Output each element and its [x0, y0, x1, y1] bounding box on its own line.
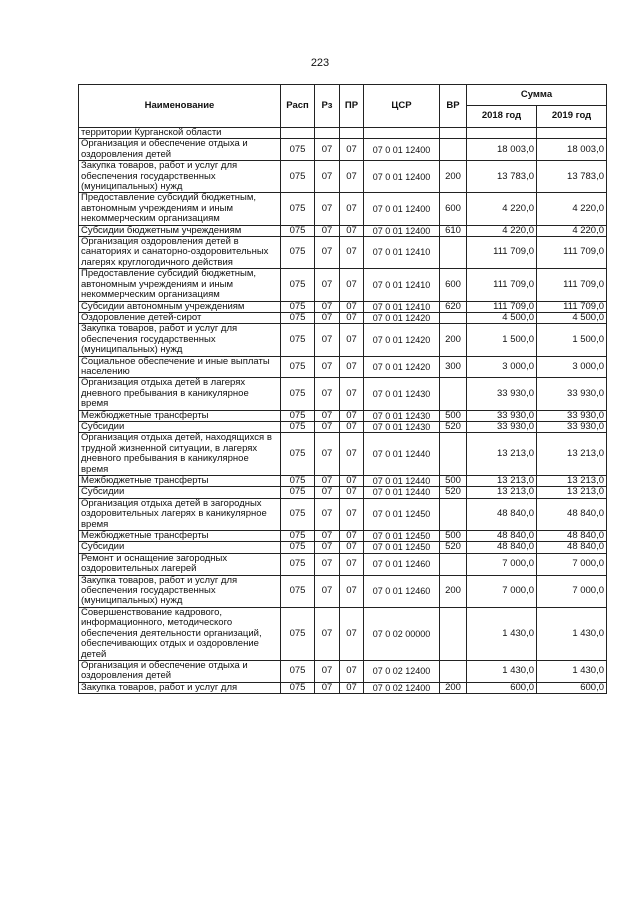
cell-name: Организация отдыха детей, находящихся в трудной жизненной ситуации, в лагерях дневного пребывания в каникулярное время [79, 433, 281, 476]
cell-y2018: 111 709,0 [467, 237, 537, 269]
cell-y2019: 18 003,0 [537, 139, 607, 161]
cell-rz: 07 [315, 161, 340, 193]
cell-csr: 07 0 01 12420 [364, 324, 440, 356]
cell-rasp: 075 [281, 433, 315, 476]
table-row [79, 660, 607, 682]
cell-name: Организация отдыха детей в загородных оздоровительных лагерях в каникулярное время [79, 498, 281, 530]
cell-pr: 07 [340, 542, 364, 553]
cell-rz: 07 [315, 498, 340, 530]
header-csr: ЦСР [364, 85, 440, 128]
cell-y2019: 33 930,0 [537, 410, 607, 421]
cell-vr [440, 433, 467, 476]
cell-csr: 07 0 02 12400 [364, 682, 440, 693]
cell-rasp: 075 [281, 553, 315, 575]
cell-y2019 [537, 128, 607, 139]
cell-vr: 200 [440, 575, 467, 607]
cell-y2018 [467, 128, 537, 139]
header-rz: Рз [315, 85, 340, 128]
table-row [79, 237, 607, 269]
table-row [79, 433, 607, 476]
cell-rz: 07 [315, 476, 340, 487]
cell-y2019: 1 500,0 [537, 324, 607, 356]
cell-y2018: 1 500,0 [467, 324, 537, 356]
table-row [79, 128, 607, 139]
cell-csr: 07 0 01 12450 [364, 542, 440, 553]
header-pr: ПР [340, 85, 364, 128]
cell-vr: 500 [440, 531, 467, 542]
table-row [79, 553, 607, 575]
cell-name: Межбюджетные трансферты [79, 531, 281, 542]
cell-y2018: 7 000,0 [467, 553, 537, 575]
cell-csr: 07 0 01 12400 [364, 193, 440, 225]
cell-y2018: 18 003,0 [467, 139, 537, 161]
table-row [79, 575, 607, 607]
cell-vr: 500 [440, 410, 467, 421]
cell-pr: 07 [340, 531, 364, 542]
header-2019: 2019 год [537, 105, 607, 127]
cell-rasp: 075 [281, 301, 315, 312]
cell-pr: 07 [340, 356, 364, 378]
cell-pr: 07 [340, 682, 364, 693]
cell-y2018: 4 500,0 [467, 312, 537, 323]
cell-y2018: 13 783,0 [467, 161, 537, 193]
cell-vr [440, 312, 467, 323]
table-row [79, 542, 607, 553]
cell-rz: 07 [315, 225, 340, 236]
cell-vr: 610 [440, 225, 467, 236]
cell-csr: 07 0 01 12440 [364, 476, 440, 487]
cell-y2019: 4 220,0 [537, 225, 607, 236]
cell-csr: 07 0 01 12430 [364, 421, 440, 432]
cell-rz: 07 [315, 553, 340, 575]
cell-y2018: 33 930,0 [467, 421, 537, 432]
cell-csr: 07 0 01 12430 [364, 410, 440, 421]
cell-rasp: 075 [281, 607, 315, 660]
cell-csr: 07 0 01 12410 [364, 237, 440, 269]
cell-name: Закупка товаров, работ и услуг для [79, 682, 281, 693]
cell-rz [315, 128, 340, 139]
cell-pr: 07 [340, 301, 364, 312]
cell-rasp [281, 128, 315, 139]
cell-rasp: 075 [281, 575, 315, 607]
cell-pr: 07 [340, 476, 364, 487]
page-number: 223 [310, 57, 330, 69]
cell-csr: 07 0 01 12440 [364, 487, 440, 498]
cell-y2019: 4 220,0 [537, 193, 607, 225]
cell-rz: 07 [315, 193, 340, 225]
cell-pr: 07 [340, 225, 364, 236]
cell-rasp: 075 [281, 421, 315, 432]
cell-name: Совершенствование кадрового, информационного, методического обеспечения деятельности организаций, обеспечивающих отдых и оздоровление детей [79, 607, 281, 660]
cell-pr: 07 [340, 161, 364, 193]
table-row [79, 225, 607, 236]
cell-name: Организация отдыха детей в лагерях дневного пребывания в каникулярное время [79, 378, 281, 410]
cell-y2018: 1 430,0 [467, 660, 537, 682]
cell-rz: 07 [315, 324, 340, 356]
cell-name: Организация и обеспечение отдыха и оздоровления детей [79, 139, 281, 161]
cell-vr: 520 [440, 542, 467, 553]
cell-rz: 07 [315, 237, 340, 269]
header-vr: ВР [440, 85, 467, 128]
table-row [79, 356, 607, 378]
header-2018: 2018 год [467, 105, 537, 127]
cell-rasp: 075 [281, 531, 315, 542]
cell-pr: 07 [340, 607, 364, 660]
cell-rz: 07 [315, 542, 340, 553]
cell-rasp: 075 [281, 498, 315, 530]
cell-rz: 07 [315, 410, 340, 421]
header-rasp: Расп [281, 85, 315, 128]
cell-y2019: 13 213,0 [537, 433, 607, 476]
cell-rasp: 075 [281, 139, 315, 161]
cell-csr: 07 0 02 12400 [364, 660, 440, 682]
table-row [79, 193, 607, 225]
cell-vr: 200 [440, 161, 467, 193]
table-body [79, 128, 607, 694]
cell-pr: 07 [340, 269, 364, 301]
cell-y2019: 33 930,0 [537, 421, 607, 432]
cell-csr: 07 0 01 12460 [364, 553, 440, 575]
cell-pr: 07 [340, 410, 364, 421]
cell-csr: 07 0 01 12420 [364, 356, 440, 378]
cell-y2019: 7 000,0 [537, 553, 607, 575]
cell-y2019: 48 840,0 [537, 531, 607, 542]
cell-rasp: 075 [281, 161, 315, 193]
cell-y2018: 3 000,0 [467, 356, 537, 378]
cell-pr: 07 [340, 487, 364, 498]
cell-y2019: 48 840,0 [537, 498, 607, 530]
cell-csr: 07 0 01 12420 [364, 312, 440, 323]
cell-rasp: 075 [281, 356, 315, 378]
cell-y2019: 4 500,0 [537, 312, 607, 323]
header-sum: Сумма [467, 85, 607, 106]
cell-y2018: 33 930,0 [467, 378, 537, 410]
cell-name: Закупка товаров, работ и услуг для обеспечения государственных (муниципальных) нужд [79, 324, 281, 356]
cell-y2018: 13 213,0 [467, 433, 537, 476]
cell-rz: 07 [315, 356, 340, 378]
cell-pr: 07 [340, 553, 364, 575]
cell-csr: 07 0 01 12400 [364, 161, 440, 193]
cell-vr [440, 139, 467, 161]
cell-vr [440, 498, 467, 530]
cell-y2018: 13 213,0 [467, 487, 537, 498]
cell-rz: 07 [315, 312, 340, 323]
cell-vr [440, 378, 467, 410]
cell-y2019: 13 213,0 [537, 476, 607, 487]
cell-csr [364, 128, 440, 139]
cell-pr: 07 [340, 312, 364, 323]
cell-pr: 07 [340, 378, 364, 410]
cell-vr [440, 128, 467, 139]
cell-csr: 07 0 01 12450 [364, 498, 440, 530]
table-row [79, 476, 607, 487]
cell-name: Предоставление субсидий бюджетным, автономным учреждениям и иным некоммерческим организациям [79, 193, 281, 225]
cell-vr [440, 237, 467, 269]
cell-y2018: 1 430,0 [467, 607, 537, 660]
cell-name: Субсидии автономным учреждениям [79, 301, 281, 312]
cell-y2019: 48 840,0 [537, 542, 607, 553]
cell-rz: 07 [315, 269, 340, 301]
cell-rasp: 075 [281, 410, 315, 421]
cell-pr: 07 [340, 139, 364, 161]
cell-rasp: 075 [281, 193, 315, 225]
cell-vr: 600 [440, 193, 467, 225]
cell-y2019: 13 783,0 [537, 161, 607, 193]
cell-rasp: 075 [281, 324, 315, 356]
cell-pr: 07 [340, 324, 364, 356]
cell-y2018: 48 840,0 [467, 531, 537, 542]
cell-name: Закупка товаров, работ и услуг для обеспечения государственных (муниципальных) нужд [79, 575, 281, 607]
cell-rz: 07 [315, 378, 340, 410]
cell-y2019: 3 000,0 [537, 356, 607, 378]
cell-y2019: 111 709,0 [537, 269, 607, 301]
cell-y2018: 111 709,0 [467, 301, 537, 312]
cell-rasp: 075 [281, 237, 315, 269]
cell-rasp: 075 [281, 660, 315, 682]
cell-y2018: 48 840,0 [467, 498, 537, 530]
cell-y2018: 111 709,0 [467, 269, 537, 301]
cell-name: Закупка товаров, работ и услуг для обеспечения государственных (муниципальных) нужд [79, 161, 281, 193]
cell-rz: 07 [315, 301, 340, 312]
cell-csr: 07 0 01 12400 [364, 225, 440, 236]
cell-csr: 07 0 02 00000 [364, 607, 440, 660]
table-row [79, 301, 607, 312]
table-row [79, 410, 607, 421]
table-row [79, 378, 607, 410]
cell-name: территории Курганской области [79, 128, 281, 139]
table-row [79, 421, 607, 432]
header-name: Наименование [79, 85, 281, 128]
cell-y2019: 1 430,0 [537, 660, 607, 682]
cell-rz: 07 [315, 487, 340, 498]
cell-vr: 200 [440, 324, 467, 356]
cell-rasp: 075 [281, 269, 315, 301]
cell-vr [440, 553, 467, 575]
cell-pr: 07 [340, 660, 364, 682]
cell-rz: 07 [315, 139, 340, 161]
cell-name: Субсидии бюджетным учреждениям [79, 225, 281, 236]
cell-y2019: 33 930,0 [537, 378, 607, 410]
cell-pr: 07 [340, 237, 364, 269]
budget-table [78, 84, 607, 694]
cell-rz: 07 [315, 575, 340, 607]
cell-pr: 07 [340, 498, 364, 530]
cell-csr: 07 0 01 12430 [364, 378, 440, 410]
cell-name: Социальное обеспечение и иные выплаты населению [79, 356, 281, 378]
cell-pr: 07 [340, 575, 364, 607]
cell-vr: 600 [440, 269, 467, 301]
cell-rasp: 075 [281, 487, 315, 498]
table-row [79, 161, 607, 193]
cell-y2018: 13 213,0 [467, 476, 537, 487]
cell-name: Организация и обеспечение отдыха и оздоровления детей [79, 660, 281, 682]
cell-csr: 07 0 01 12440 [364, 433, 440, 476]
cell-rz: 07 [315, 531, 340, 542]
cell-y2019: 600,0 [537, 682, 607, 693]
cell-y2019: 7 000,0 [537, 575, 607, 607]
cell-rasp: 075 [281, 542, 315, 553]
cell-rz: 07 [315, 660, 340, 682]
cell-vr: 500 [440, 476, 467, 487]
cell-rasp: 075 [281, 312, 315, 323]
cell-pr: 07 [340, 433, 364, 476]
cell-y2018: 7 000,0 [467, 575, 537, 607]
cell-pr: 07 [340, 421, 364, 432]
cell-y2018: 33 930,0 [467, 410, 537, 421]
cell-rasp: 075 [281, 682, 315, 693]
cell-name: Субсидии [79, 542, 281, 553]
cell-rz: 07 [315, 421, 340, 432]
table-row [79, 498, 607, 530]
cell-vr [440, 660, 467, 682]
cell-name: Межбюджетные трансферты [79, 476, 281, 487]
cell-pr: 07 [340, 193, 364, 225]
cell-rz: 07 [315, 607, 340, 660]
cell-y2018: 4 220,0 [467, 225, 537, 236]
cell-name: Субсидии [79, 487, 281, 498]
cell-name: Межбюджетные трансферты [79, 410, 281, 421]
cell-vr: 520 [440, 421, 467, 432]
cell-csr: 07 0 01 12400 [364, 139, 440, 161]
table-row [79, 269, 607, 301]
cell-csr: 07 0 01 12450 [364, 531, 440, 542]
table-row [79, 682, 607, 693]
table-row [79, 487, 607, 498]
cell-y2019: 1 430,0 [537, 607, 607, 660]
cell-rasp: 075 [281, 476, 315, 487]
cell-rasp: 075 [281, 225, 315, 236]
cell-pr [340, 128, 364, 139]
cell-vr: 620 [440, 301, 467, 312]
cell-y2019: 111 709,0 [537, 301, 607, 312]
cell-rz: 07 [315, 433, 340, 476]
table-row [79, 324, 607, 356]
table-header-row [79, 85, 607, 106]
cell-name: Ремонт и оснащение загородных оздоровительных лагерей [79, 553, 281, 575]
table-row [79, 531, 607, 542]
table-row [79, 607, 607, 660]
cell-name: Оздоровление детей-сирот [79, 312, 281, 323]
table-row [79, 312, 607, 323]
cell-csr: 07 0 01 12410 [364, 269, 440, 301]
cell-y2018: 4 220,0 [467, 193, 537, 225]
cell-csr: 07 0 01 12410 [364, 301, 440, 312]
cell-y2019: 13 213,0 [537, 487, 607, 498]
cell-name: Организация оздоровления детей в санаториях и санаторно-оздоровительных лагерях круглогодичного действия [79, 237, 281, 269]
table-row [79, 139, 607, 161]
cell-vr: 520 [440, 487, 467, 498]
cell-y2019: 111 709,0 [537, 237, 607, 269]
cell-vr: 200 [440, 682, 467, 693]
cell-name: Предоставление субсидий бюджетным, автономным учреждениям и иным некоммерческим организациям [79, 269, 281, 301]
cell-y2018: 600,0 [467, 682, 537, 693]
cell-rasp: 075 [281, 378, 315, 410]
cell-name: Субсидии [79, 421, 281, 432]
cell-csr: 07 0 01 12460 [364, 575, 440, 607]
cell-rz: 07 [315, 682, 340, 693]
cell-vr [440, 607, 467, 660]
cell-vr: 300 [440, 356, 467, 378]
cell-y2018: 48 840,0 [467, 542, 537, 553]
